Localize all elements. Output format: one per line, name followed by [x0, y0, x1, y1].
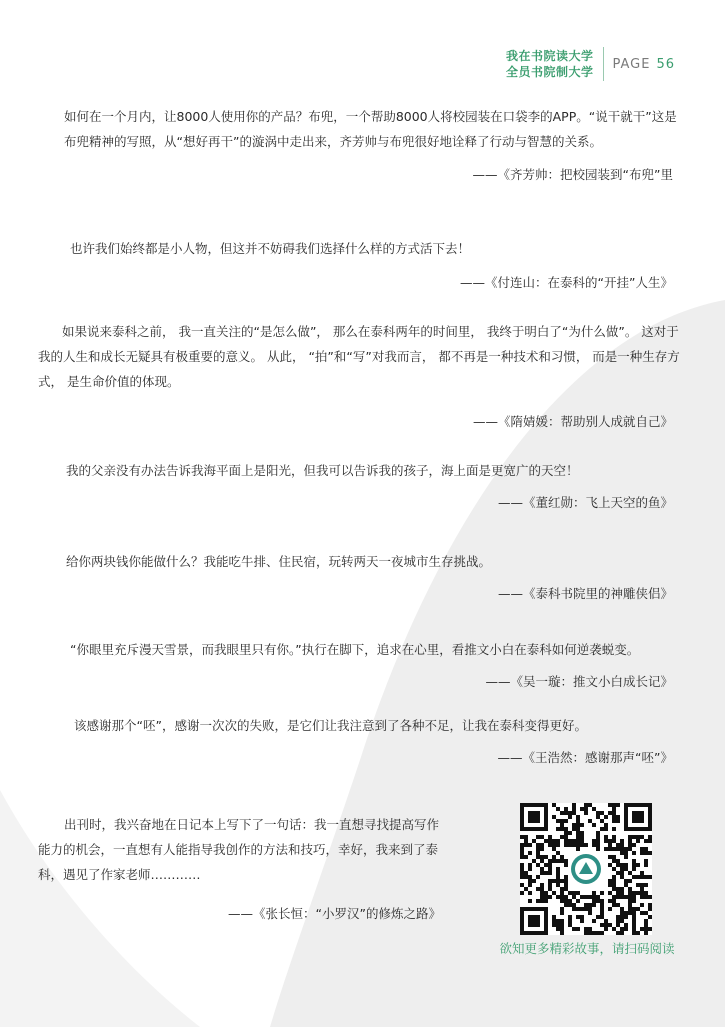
quote-paragraph: 出刊时，我兴奋地在日记本上写下了一句话：我一直想寻找提高写作能力的机会，一直想有人能指导我创作的方法和技巧，幸好，我来到了泰科，遇见了作家老师………… — [38, 817, 440, 882]
qr-caption: 欲知更多精彩故事，请扫码阅读 — [499, 941, 675, 956]
quote-citation: ——《张长恒：“小罗汉”的修炼之路》 — [228, 906, 441, 921]
page-label: PAGE — [612, 56, 651, 72]
quote-citation: ——《吴一璇：推文小白成长记》 — [485, 674, 673, 689]
quote-citation: ——《泰科书院里的神雕侠侣》 — [497, 586, 673, 601]
header-title-line2: 全员书院制大学 — [505, 65, 594, 79]
quote-paragraph: 也许我们始终都是小人物，但这并不妨碍我们选择什么样的方式活下去！ — [70, 241, 471, 256]
quote-paragraph: 该感谢那个“呸”，感谢一次次的失败，是它们让我注意到了各种不足，让我在泰科变得更好。 — [74, 718, 587, 733]
qr-code-image — [520, 803, 652, 935]
quote-paragraph: “你眼里充斥漫天雪景，而我眼里只有你。”执行在脚下，追求在心里，看推文小白在泰科如何逆袭蜕变。 — [70, 642, 640, 657]
quote-paragraph: 如何在一个月内，让8000人使用你的产品？布兜，一个帮助8000人将校园装在口袋李的APP。“说干就干”这是布兜精神的写照，从“想好再干”的漩涡中走出来，齐芳帅与布兜很好地诠释了行动与智慧的关系。 — [64, 109, 677, 149]
header-title-line1: 我在书院读大学 — [505, 49, 594, 63]
quote-paragraph: 给你两块钱你能做什么？我能吃牛排、住民宿，玩转两天一夜城市生存挑战。 — [66, 554, 492, 569]
quote-paragraph: 我的父亲没有办法告诉我海平面上是阳光，但我可以告诉我的孩子，海上面是更宽广的天空！ — [66, 463, 579, 478]
quote-paragraph: 如果说来泰科之前， 我一直关注的“是怎么做”， 那么在泰科两年的时间里， 我终于明白了“为什么做”。 这对于我的人生和成长无疑具有极重要的意义。 从此， “拍”和“写”对我而言， 都不再是一种技术和习惯， 而是一种生存方式， 是生命价值的体现。 — [38, 324, 680, 389]
page-indicator — [612, 57, 675, 72]
qr-code[interactable] — [520, 803, 652, 935]
page-header — [506, 44, 675, 84]
page-number: 56 — [656, 56, 675, 72]
header-titles — [506, 48, 594, 80]
quote-citation: ——《王浩然：感谢那声“呸”》 — [497, 750, 673, 765]
quote-citation: ——《齐芳帅：把校园装到“布兜”里 — [472, 167, 673, 182]
quote-citation: ——《付连山：在泰科的“开挂”人生》 — [460, 275, 673, 290]
header-divider — [603, 47, 604, 81]
quote-citation: ——《隋婧媛：帮助别人成就自己》 — [472, 414, 673, 429]
quote-citation: ——《董红勋：飞上天空的鱼》 — [497, 495, 673, 510]
